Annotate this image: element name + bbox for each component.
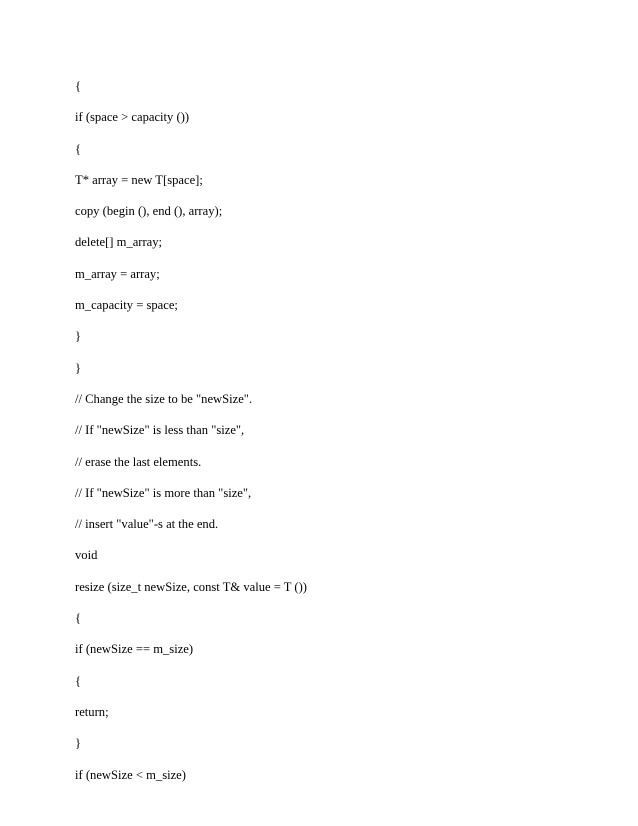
comment-line: // insert "value"-s at the end. <box>75 517 219 532</box>
comment-line: // erase the last elements. <box>75 454 202 469</box>
code-line: { <box>75 611 82 626</box>
code-line: delete[] m_array; <box>75 235 163 250</box>
code-line: { <box>75 79 82 93</box>
code-line: void <box>75 548 98 563</box>
code-line: m_capacity = space; <box>75 298 178 313</box>
code-line: if (newSize == m_size) <box>75 642 194 657</box>
code-listing <box>75 71 595 791</box>
code-line: return; <box>75 704 109 719</box>
code-line: m_array = array; <box>75 266 160 281</box>
code-line: T* array = new T[space]; <box>75 172 203 187</box>
code-line: copy (begin (), end (), array); <box>75 204 223 219</box>
code-line: if (newSize < m_size) <box>75 767 186 782</box>
code-line: } <box>75 360 82 375</box>
code-line: } <box>75 329 82 344</box>
comment-line: // If "newSize" is less than "size", <box>75 423 245 438</box>
code-line: } <box>75 736 82 751</box>
function-signature-line: resize (size_t newSize, const T& value = T ()) <box>75 579 307 594</box>
code-line: { <box>75 673 82 688</box>
comment-line: // Change the size to be "newSize". <box>75 391 253 406</box>
comment-line: // If "newSize" is more than "size", <box>75 485 252 500</box>
code-line: { <box>75 141 82 156</box>
code-line: if (space > capacity ()) <box>75 110 190 125</box>
